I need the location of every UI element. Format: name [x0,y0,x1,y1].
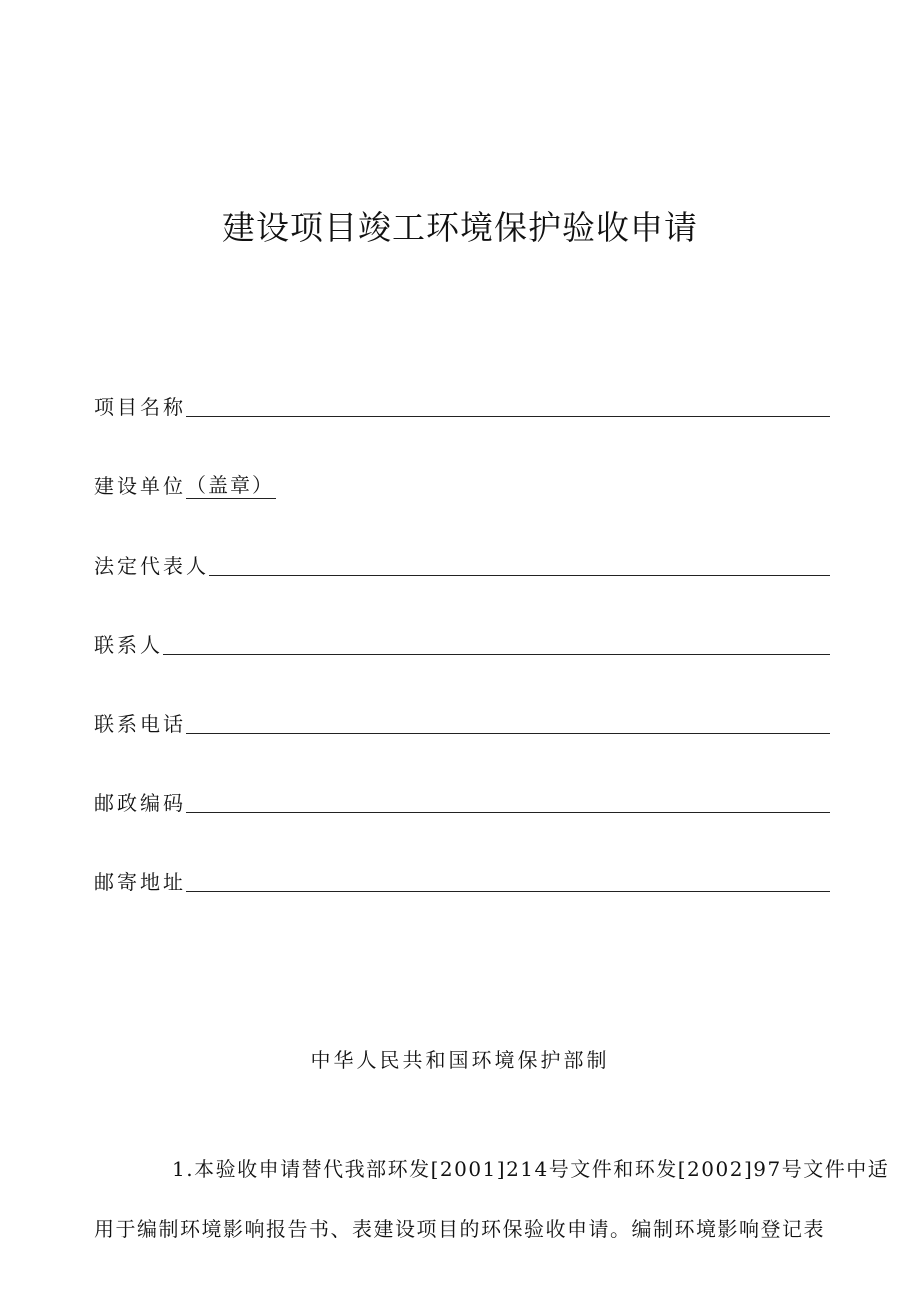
address-label: 邮寄地址 [94,870,186,894]
contact-field[interactable] [94,628,830,658]
contact-label: 联系人 [94,633,163,657]
builder-label: 建设单位 [94,474,186,498]
phone-field[interactable] [94,707,830,737]
project-name-field[interactable] [94,390,830,420]
issuer-text: 中华人民共和国环境保护部制 [310,1048,610,1072]
phone-line[interactable] [186,709,830,734]
legal-rep-line[interactable] [209,551,830,576]
page-title: 建设项目竣工环境保护验收申请 [222,208,698,247]
postal-code-label: 邮政编码 [94,791,186,815]
address-line[interactable] [186,867,830,892]
project-name-label: 项目名称 [94,395,186,419]
postal-code-field[interactable] [94,786,830,816]
builder-stamp-note: （盖章） [186,473,274,497]
legal-rep-field[interactable] [94,549,830,579]
contact-line[interactable] [163,630,830,655]
note-line-1: 1.本验收申请替代我部环发[2001]214号文件和环发[2002]97号文件中适 [172,1157,890,1181]
address-field[interactable] [94,865,830,895]
note-line-2: 用于编制环境影响报告书、表建设项目的环保验收申请。编制环境影响登记表 [94,1217,825,1241]
postal-code-line[interactable] [186,788,830,813]
phone-label: 联系电话 [94,712,186,736]
project-name-line[interactable] [186,392,830,417]
legal-rep-label: 法定代表人 [94,554,209,578]
builder-field[interactable] [94,469,276,499]
